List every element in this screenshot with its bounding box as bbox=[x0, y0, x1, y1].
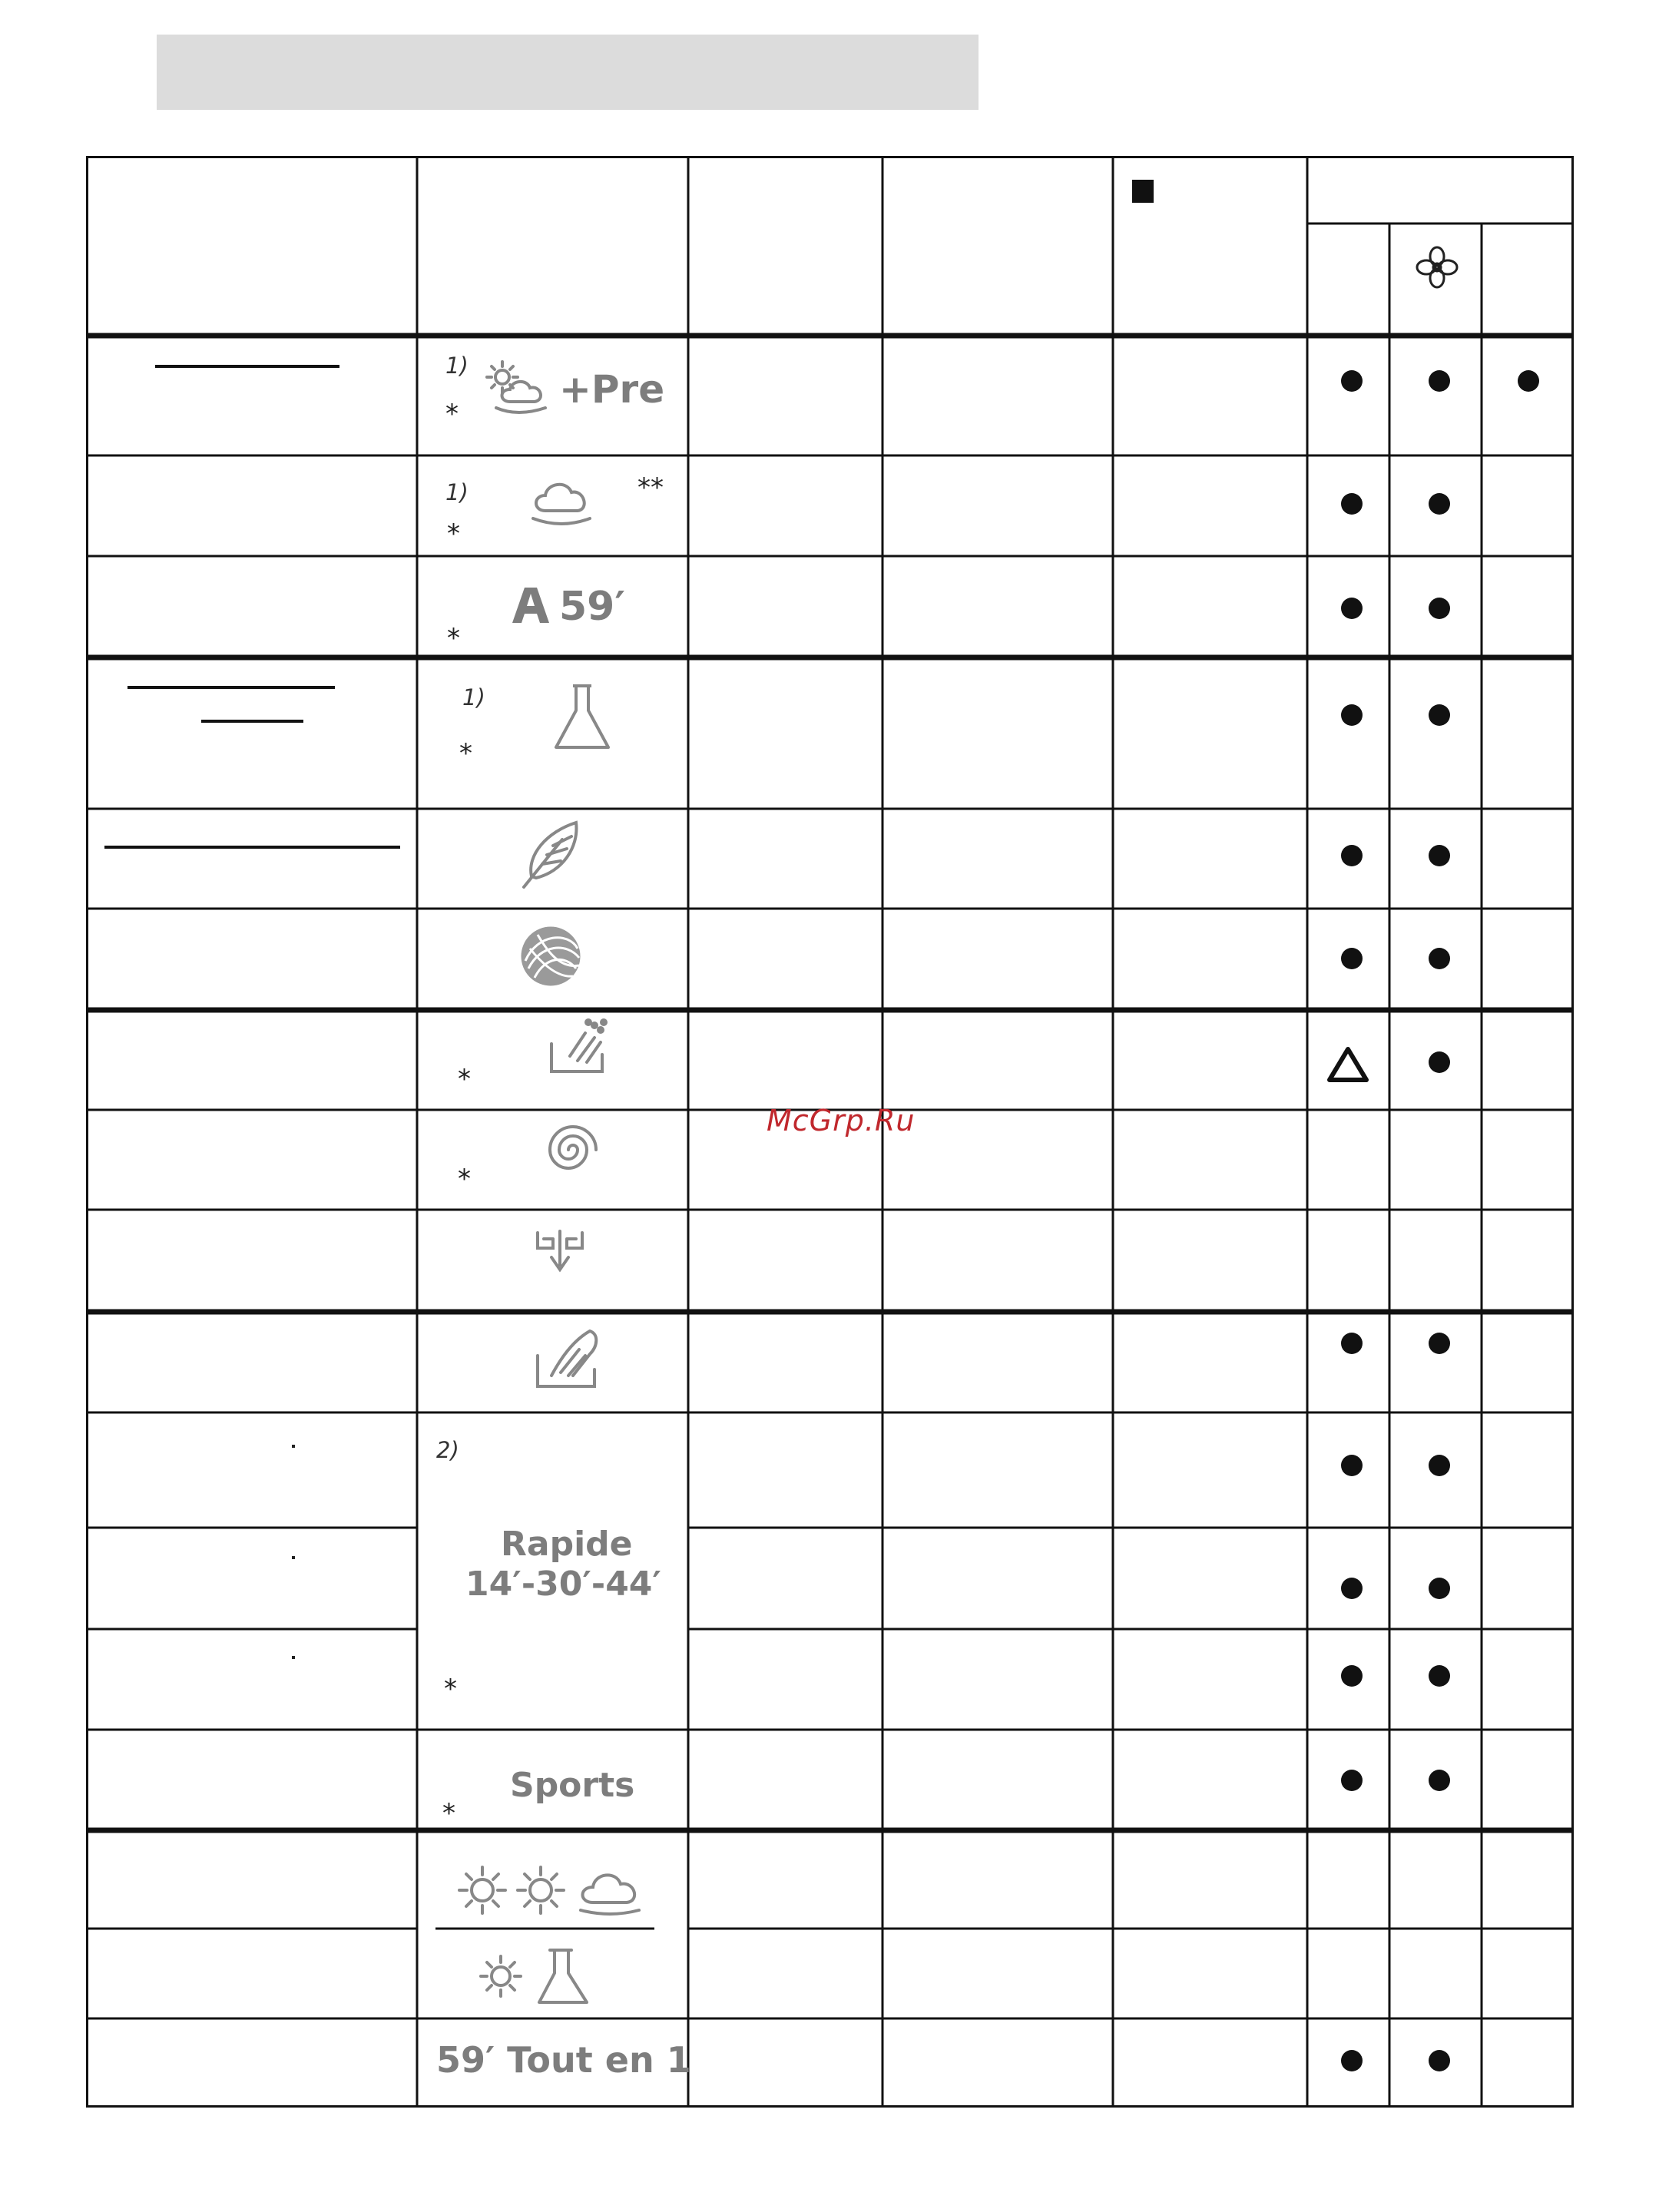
row1-dot-1 bbox=[1341, 370, 1363, 392]
row17-dot-2 bbox=[1429, 2050, 1450, 2071]
flask-icon bbox=[551, 683, 613, 752]
row4-footnote: 1) bbox=[462, 684, 485, 710]
row3-dot-1 bbox=[1341, 598, 1363, 619]
sports-label: Sports bbox=[510, 1766, 635, 1805]
row11-dot-1 bbox=[1341, 1455, 1363, 1476]
row2-dot-1 bbox=[1341, 493, 1363, 515]
row10-dot-2 bbox=[1429, 1333, 1450, 1354]
handwash-icon bbox=[533, 1322, 602, 1394]
rapide-times-label: 14′-30′-44′ bbox=[465, 1565, 662, 1604]
sun-cloud-icon bbox=[479, 357, 562, 419]
row2-star: * bbox=[447, 518, 460, 549]
row14-dot-1 bbox=[1341, 1770, 1363, 1791]
row1-dot-2 bbox=[1429, 370, 1450, 392]
rapide-label: Rapide bbox=[501, 1525, 633, 1564]
row1-underline bbox=[155, 365, 339, 368]
wool-icon bbox=[515, 918, 587, 990]
row1-star: * bbox=[445, 399, 459, 429]
row11-footnote: 2) bbox=[436, 1437, 459, 1463]
row11-dot-2 bbox=[1429, 1455, 1450, 1476]
row3-label: 59′ bbox=[559, 584, 626, 630]
row13-dot-2 bbox=[1429, 1665, 1450, 1687]
a-icon bbox=[511, 586, 551, 624]
drain-icon bbox=[533, 1225, 587, 1279]
row1-footnote: 1) bbox=[445, 353, 469, 379]
row17-dot-1 bbox=[1341, 2050, 1363, 2071]
row11-tick bbox=[292, 1445, 295, 1448]
row13-dot-1 bbox=[1341, 1665, 1363, 1687]
row4-underline-a bbox=[127, 686, 335, 689]
row13-star: * bbox=[444, 1674, 457, 1704]
row12-tick bbox=[292, 1556, 295, 1559]
row4-dot-2 bbox=[1429, 704, 1450, 726]
row14-dot-2 bbox=[1429, 1770, 1450, 1791]
row7-star: * bbox=[458, 1064, 471, 1094]
row6-dot-1 bbox=[1341, 948, 1363, 969]
row4-underline-b bbox=[201, 720, 303, 723]
feather-icon bbox=[516, 816, 585, 893]
row4-star: * bbox=[459, 738, 472, 769]
row3-dot-2 bbox=[1429, 598, 1450, 619]
row7-dot-2 bbox=[1429, 1051, 1450, 1073]
watermark: McGrp.Ru bbox=[767, 1104, 916, 1137]
row8-star: * bbox=[458, 1164, 471, 1194]
sun-sun-cloud-icon bbox=[458, 1863, 654, 1916]
row3-star: * bbox=[447, 623, 460, 654]
square-icon bbox=[1132, 180, 1154, 203]
row13-tick bbox=[292, 1656, 295, 1659]
row2-footnote: 1) bbox=[445, 479, 469, 505]
row5-underline bbox=[104, 846, 400, 849]
row6-dot-2 bbox=[1429, 948, 1450, 969]
row10-dot-1 bbox=[1341, 1333, 1363, 1354]
row2-extra-star: ** bbox=[637, 472, 664, 503]
sun-flask-icon bbox=[476, 1945, 622, 2007]
spin-icon bbox=[541, 1118, 605, 1182]
row1-label: +Pre bbox=[559, 367, 665, 412]
tout-en-1-label: 59′ Tout en 1 bbox=[436, 2039, 691, 2081]
row12-dot-1 bbox=[1341, 1578, 1363, 1599]
row1-dot-3 bbox=[1518, 370, 1539, 392]
row5-dot-2 bbox=[1429, 845, 1450, 866]
cloud-icon bbox=[527, 472, 596, 531]
rinse-icon bbox=[547, 1016, 608, 1078]
row2-dot-2 bbox=[1429, 493, 1450, 515]
flower-icon bbox=[1414, 244, 1460, 290]
row12-dot-2 bbox=[1429, 1578, 1450, 1599]
row5-dot-1 bbox=[1341, 845, 1363, 866]
row14-star: * bbox=[442, 1798, 455, 1829]
row4-dot-1 bbox=[1341, 704, 1363, 726]
triangle-icon bbox=[1326, 1045, 1370, 1084]
title-bar bbox=[157, 35, 979, 110]
